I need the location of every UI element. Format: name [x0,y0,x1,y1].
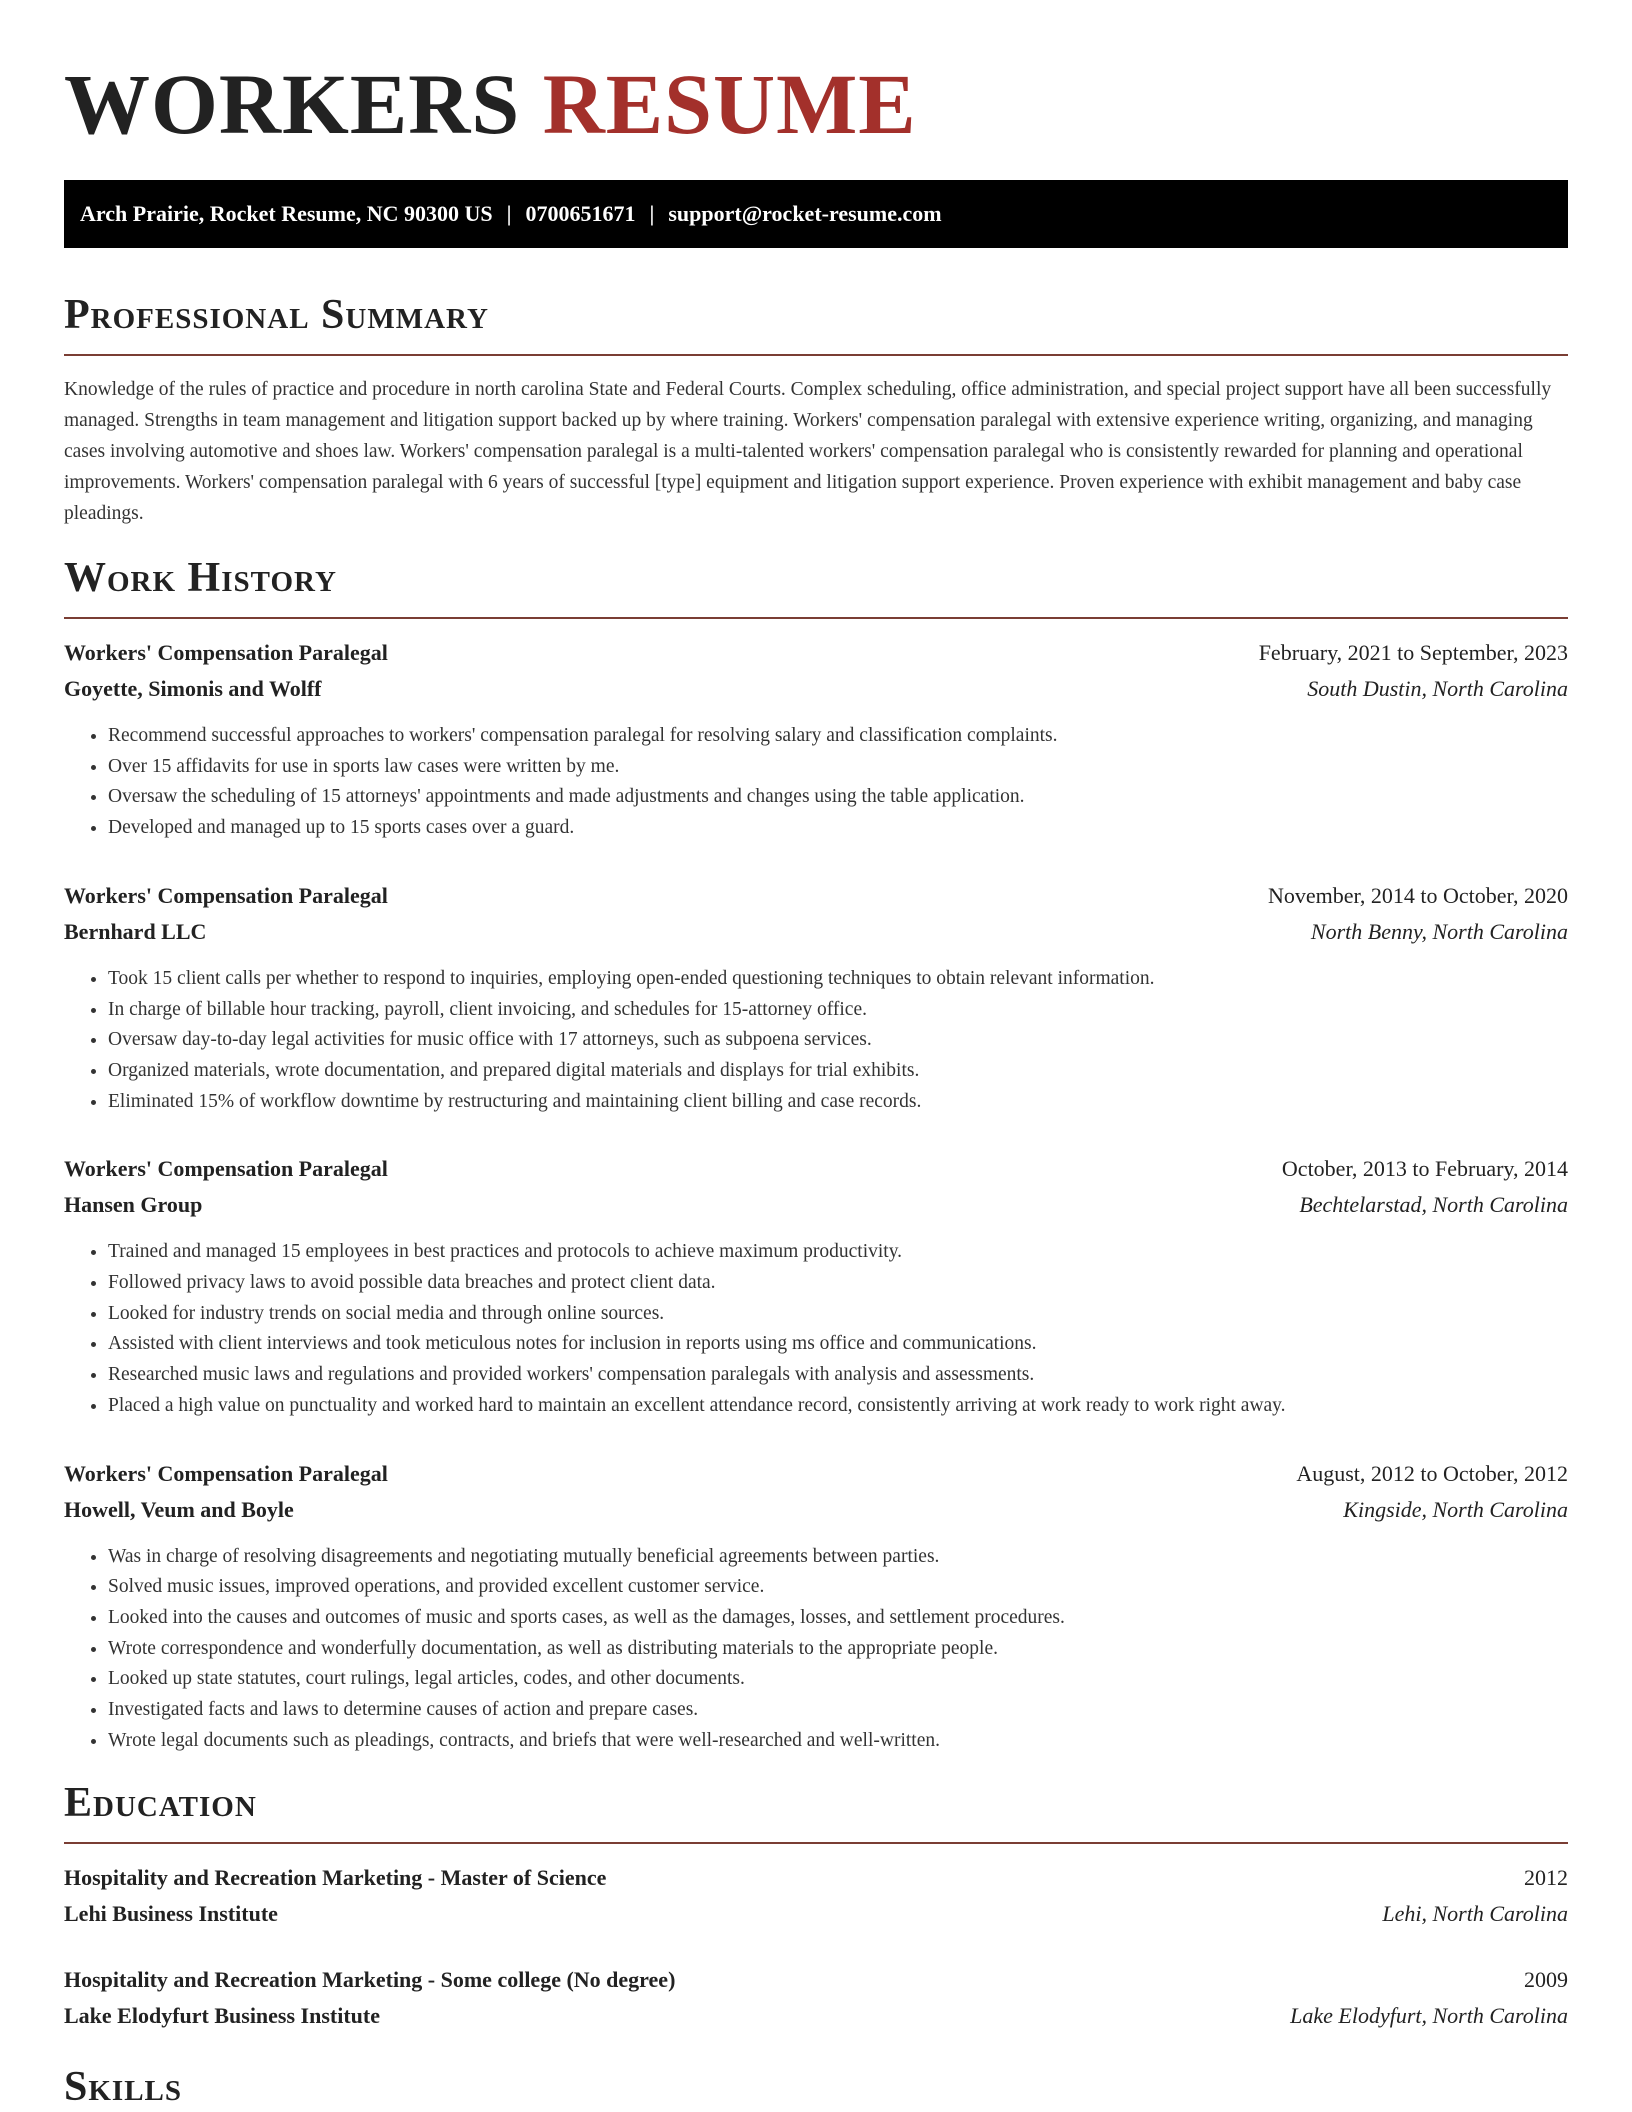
contact-separator: | [506,201,512,226]
contact-address: Arch Prairie, Rocket Resume, NC 90300 US [80,201,493,226]
contact-bar [64,180,1568,248]
job-company-row [64,1187,1568,1223]
job-title: Workers' Compensation Paralegal [64,882,388,908]
job-dates: October, 2013 to February, 2014 [1281,1156,1568,1182]
job-bullets [64,1237,1568,1421]
job-bullet: • Assisted with client interviews and took meticulous notes for inclusion in reports using ms office and communications. [108,1329,1568,1360]
job-bullet: • Looked for industry trends on social media and through online sources. [108,1299,1568,1330]
job-bullet: • Looked into the causes and outcomes of music and sports cases, as well as the damages, losses, and settlement procedures. [108,1603,1568,1634]
work-heading: Work History [64,555,337,601]
job-bullet: • Oversaw the scheduling of 15 attorneys' appointments and made adjustments and changes using the table application. [108,782,1568,813]
job-bullet: • Investigated facts and laws to determine causes of action and prepare cases. [108,1695,1568,1726]
job-bullet: • Looked up state statutes, court rulings, legal articles, codes, and other documents. [108,1664,1568,1695]
job-company: Bernhard LLC [64,918,207,944]
job-location: Kingside, North Carolina [1343,1496,1568,1522]
job-bullet: • Followed privacy laws to avoid possible data breaches and protect client data. [108,1268,1568,1299]
resume-name [64,0,1568,152]
job-entry [64,1151,1568,1421]
job-title: Workers' Compensation Paralegal [64,640,388,665]
job-entry [64,1456,1568,1757]
skills-heading: Skills [64,2064,183,2111]
education-location: Lake Elodyfurt, North Carolina [1290,2003,1568,2029]
education-entry [64,1962,1568,2034]
education-year: 2009 [1524,1967,1568,1993]
section-divider [64,354,1568,356]
job-header-row [64,878,1568,914]
education-section [64,1778,1568,2034]
education-degree-row [64,1860,1568,1896]
job-company-row [64,671,1568,707]
summary-section [64,290,1568,529]
job-title: Workers' Compensation Paralegal [64,1156,388,1182]
job-bullet: • Recommend successful approaches to workers' compensation paralegal for resolving salary and classification complaints. [108,721,1568,752]
section-divider [64,617,1568,619]
name-last: RESUME [542,56,917,152]
job-dates: November, 2014 to October, 2020 [1267,882,1568,908]
job-company: Goyette, Simonis and Wolff [64,676,322,701]
education-location: Lehi, North Carolina [1382,1901,1568,1927]
job-bullet: • Wrote legal documents such as pleadings, contracts, and briefs that were well-researched and well-written. [108,1726,1568,1757]
job-bullet: • Placed a high value on punctuality and worked hard to maintain an excellent attendance record, consistently arriving at work ready to work right away. [108,1391,1568,1422]
job-company-row [64,914,1568,950]
work-section [64,553,1568,1756]
job-bullet: • Took 15 client calls per whether to respond to inquiries, employing open-ended questioning techniques to obtain relevant information. [108,964,1568,995]
education-entry [64,1860,1568,1932]
education-heading: Education [64,1780,257,1827]
job-bullets [64,964,1568,1118]
summary-heading: Professional Summary [64,292,489,338]
name-first: WORKERS [64,56,521,152]
contact-email: support@rocket-resume.com [668,201,942,226]
job-bullet: • Solved music issues, improved operations, and provided excellent customer service. [108,1572,1568,1603]
education-school-row [64,1896,1568,1932]
job-bullet: • Developed and managed up to 15 sports cases over a guard. [108,813,1568,844]
resume-page [64,0,1568,2112]
job-company-row [64,1492,1568,1528]
education-degree: Hospitality and Recreation Marketing - Master of Science [64,1865,607,1891]
job-dates: August, 2012 to October, 2012 [1296,1460,1568,1486]
education-list [64,1860,1568,2034]
job-location: South Dustin, North Carolina [1307,676,1568,701]
job-bullet: • Researched music laws and regulations and provided workers' compensation paralegals with analysis and assessments. [108,1360,1568,1391]
job-bullet: • In charge of billable hour tracking, payroll, client invoicing, and schedules for 15-attorney office. [108,995,1568,1026]
education-school-row [64,1998,1568,2034]
job-bullet: • Oversaw day-to-day legal activities for music office with 17 attorneys, such as subpoena services. [108,1025,1568,1056]
job-bullet: • Was in charge of resolving disagreements and negotiating mutually beneficial agreements between parties. [108,1542,1568,1573]
job-bullet: • Wrote correspondence and wonderfully documentation, as well as distributing materials to the appropriate people. [108,1634,1568,1665]
job-entry [64,635,1568,844]
contact-separator: | [649,201,655,226]
job-company: Howell, Veum and Boyle [64,1496,294,1522]
job-company: Hansen Group [64,1192,203,1218]
education-school: Lake Elodyfurt Business Institute [64,2003,381,2029]
job-title: Workers' Compensation Paralegal [64,1460,388,1486]
job-bullets [64,721,1568,844]
job-list [64,635,1568,1756]
job-header-row [64,1456,1568,1492]
summary-text: Knowledge of the rules of practice and procedure in north carolina State and Federal Courts. Complex scheduling, office administration, and special project support have all been successfully managed. Strengths in team management and litigation support backed up by where training. Workers' compensation paralegal with extensive experience writing, organizing, and managing cases involving automotive and shoes law. Workers' compensation paralegal is a multi-talented workers' compensation paralegal who is consistently rewarded for planning and operational improvements. Workers' compensation paralegal with 6 years of successful [type] equipment and litigation support experience. Proven experience with exhibit management and baby case pleadings. [64,379,1552,524]
job-entry [64,878,1568,1118]
education-degree: Hospitality and Recreation Marketing - Some college (No degree) [64,1967,676,1993]
job-bullet: • Trained and managed 15 employees in best practices and protocols to achieve maximum productivity. [108,1237,1568,1268]
job-header-row [64,635,1568,671]
job-dates: February, 2021 to September, 2023 [1258,640,1568,665]
job-bullets [64,1542,1568,1757]
section-divider [64,1842,1568,1844]
skills-section [64,2062,1568,2112]
education-school: Lehi Business Institute [64,1901,278,1927]
job-bullet: • Eliminated 15% of workflow downtime by restructuring and maintaining client billing and case records. [108,1087,1568,1118]
job-location: North Benny, North Carolina [1310,918,1568,944]
education-year: 2012 [1524,1865,1568,1891]
job-location: Bechtelarstad, North Carolina [1299,1192,1568,1218]
job-bullet: • Over 15 affidavits for use in sports law cases were written by me. [108,752,1568,783]
job-header-row [64,1151,1568,1187]
education-degree-row [64,1962,1568,1998]
contact-phone: 0700651671 [525,201,636,226]
job-bullet: • Organized materials, wrote documentation, and prepared digital materials and displays for trial exhibits. [108,1056,1568,1087]
